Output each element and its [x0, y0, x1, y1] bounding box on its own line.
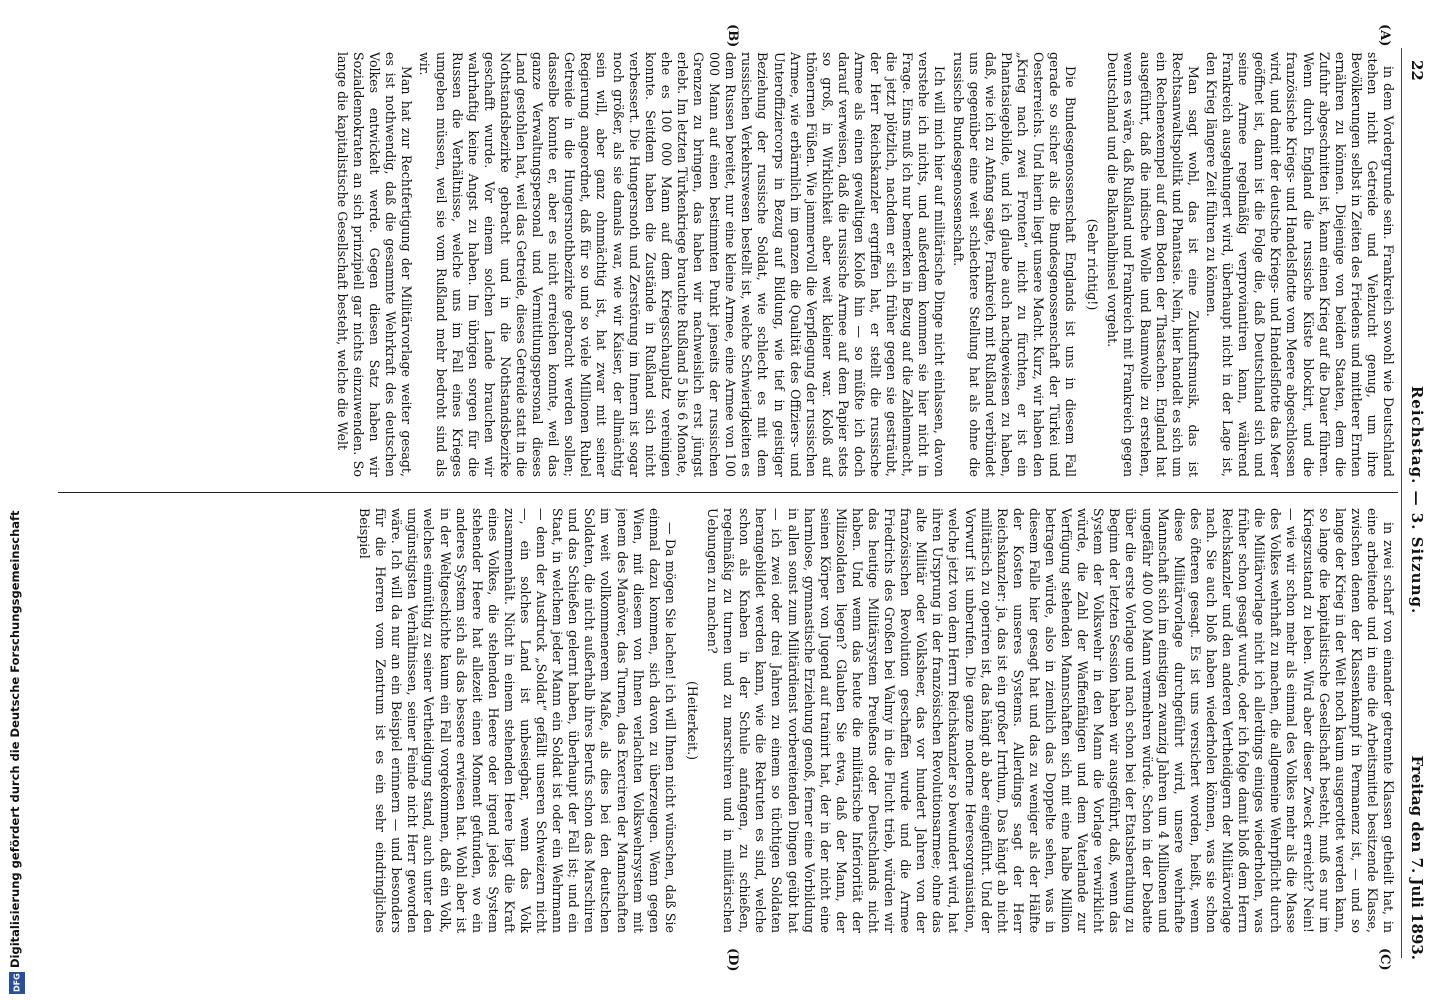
interjection: (Heiterkeit.)	[684, 681, 700, 760]
page-number: 22	[1408, 60, 1426, 81]
paragraph: Ich will mich hier auf militärische Dinge nicht einlassen, davon verstehe ich nichts, und außerdem kommen sie hier nicht in Frage. Eins muß ich nur bemerken in Bezug auf die Zahlenmacht, die jetzt plötzlich, nachdem er sich früher gegen sie gesträubt, der Herr Reichskanzler ergriffen hat, er stellt die russische Armee als einen gewaltigen Koloß hin — so müßte ich doch darauf verweisen, daß die russische Armee auf dem Papier stets so groß, in Wirklichkeit aber weit kleiner war. Koloß auf thönernen Füßen. Wie jammervoll die Verpflegung der russischen Armee, wie erbärmlich im ganzen die Qualität des Offiziers- und Unteroffiziercorps in Bezug auf Bildung, wie tief in geistiger Beziehung der russische Soldat, wie schlecht es mit dem russischen Verkehrswesen bestellt ist, welche Schwierigkeiten es dem Russen bereitet, nur eine kleine Armee, eine Armee von 100 000 Mann auf einen bestimmten Punkt jenseits der russischen Grenzen zu bringen, das haben wir nachweislich erst jüngst erlebt. Im letzten Türkenkriege brauchte Rußland 5 bis 6 Monate, ehe es 100 000 Mann auf dem Kriegsschauplatz vereinigen konnte. Seitdem haben die Zustände in Rußland sich nicht verbessert. Die Hungersnoth und Zerstörung im Innern ist sogar noch größer, als sie damals war, wie wir Kaiser, der allmächtig sein will, aber ganz ohnmächtig ist, hat zwar mit seiner Regierung angeordnet, daß für so und so viele Millionen Rubel Getreide in die Hungersnothbezirke gebracht werden sollen; dasselbe konnte er, aber es nicht erreichen konnte, weil das ganze Verwaltungspersonal und Vermittlungspersonal dieses Land gestohlen hat, weil das Getreide, dieses Getreide statt in die Nothstandsbezirke gebracht und in die Nothstandsbezirke geschafft wurde. Vor einem solchen Lande brauchen wir wahrhaftig keine Angst zu haben. Im übrigen sorgen für die Russen die Verhältnisse, welche uns im Fall eines Krieges umgeben müssen, weil sie vom Rußland mehr bedroht sind als wir.	[417, 52, 948, 477]
paragraph: in zwei scharf von einander getrennte Klassen getheilt hat, in eine arbeitende und in eine die Arbeitsmittel besitzende Klasse, zwischen denen der Klassenkampf in Permanenz ist, — und so lange der Krieg in der Welt noch kaum ausgerottet werden kann, so lange die kapitalistische Gesellschaft besteht, muß es nur im Kriegszustand zu leben. Wird aber dieser Zweck erreicht? Nein! — wie wir schon mehr als einmal des Volkes mehr als die Masse des Volkes wehrhaft zu machen, die allgemeine Wehrpflicht durch die Militärvorlage nicht ich allerdings einiges wiederholen, was früher schon gesagt wurde, oder ich folge damit bloß dem Herrn Reichskanzler und den anderen Vertheidigern der Militärvorlage nach. Sie auch bloß haben wiederholen können, was sie schon des öfteren gesagt. Es ist uns versichert worden, heißt, wenn diese Militärvorlage durchgeführt wird, unsere wehrhafte Mannschaft sich im einstigen zwanzig Jahren um 4 Millionen und ungefähr 400 000 Mann vermehren würde. Schon in der Debatte über die erste Vorlage und nach schon bei der Etatsberathung zu Beginn der letzten Session haben wir ausgeführt, daß, wenn das System der Volkswehr in den Mann die Vorlage verwirklicht würde, die Zahl der Waffenfähigen und dem Vaterlande zur Verfügung stehenden Mannschaften sich mit eine halbe Million betragen würde, also in ziemlich das Doppelte sehen, was in diesem Falle hier gesagt hat und das zu weniger als der Hälfte der Kosten unseres Systems. Allerdings sagt der Herr Reichskanzler: ja, das ist ein großer Irrthum, Das hängt ab nicht militärisch zu operiren ist, das hängt ab aber eingeführt. Und der Vorwurf ist unberufen. Die ganze moderne Heeresorganisation, welche jetzt von dem Herrn Reichskanzler so bewundert wird, hat ihren Ursprung in der französischen Revolutionsarmee; ohne das alte Militär oder Volksheer, das vor hundert Jahren von der französischen Revolution geschaffen wurde und die Armee Friedrichs des Großen bei Valmy in die Flucht trieb, würden wir das heutige Militärsystem Preußens oder Deutschlands nicht haben. Und wenn das heute die militärische Inferiorität der Milizsoldaten liegen? Glauben Sie etwa, daß der Mann, der seinen Körper von Jugend auf trainirt hat, der in der nicht eine harmlose, gymnastische Erziehung genoß, ferner eine Vorbildung in allen sonst zum Militärdienst vorbereitenden Dingen geübt hat — ich zwei oder drei Jahren zu einem so tüchtigen Soldaten herangebildet werden kann, wie die Rekruten es sind, welche schon als Knaben in der Schule anfangen, zu schießen, regelmäßig zu turnen und zu marschiren und in militärischen Uebungen zu machen?	[705, 508, 1396, 933]
header-rule	[1401, 48, 1402, 958]
header-date: Freitag den 7. Juli 1893.	[1408, 755, 1426, 960]
paragraph: — Da mögen Sie lachen! ich will Ihnen nicht wünschen, daß Sie einmal dazu kommen, sich davon zu überzeugen. Wenn gegen Wien, mit diesem von Ihnen verlachten Volkswehrsystem mit jenem des Manöver, das Turnen, das Exerciren der Mannschaften im weit vollkommenerem Maße, als dies bei den deutschen Soldaten, die nicht außerhalb ihres Berufs schon das Marschiren und das Schießen gelernt haben, überhaupt der Fall ist; und ein Staat, in welchem jeder Mann ein Soldat ist oder ein Wehrmann — denn der Ausdruck „Soldat“ gefällt unseren Schweizern nicht —, ein solches Land ist unbesiegbar, wenn das Volk zusammenhält. Nicht in einem stehenden Heere liegt die Kraft eines Volkes, die stehenden Heere oder irgend jedes System stehender Heere hat allezeit einen Moment gefunden, wo ein anderes System sich als das bessere erwiesen hat. Wohl aber ist in der Weltgeschichte kaum ein Fall vorgekommen, daß ein Volk, welches einmüthig zu seiner Vertheidigung stand, auch unter den ungünstigsten Verhältnissen, seiner Feinde nicht Herr geworden wäre. Ich will da nur an ein Beispiel erinnern — und besonders für die Herren vom Zentrum ist es ein sehr eindringliches Beispiel	[357, 508, 678, 933]
margin-marker-b: (B)	[725, 24, 740, 48]
interjection: (Sehr richtig!)	[1085, 218, 1101, 311]
header-title: Reichstag. — 3. Sitzung.	[1408, 385, 1426, 615]
dfg-logo-icon: DFG	[9, 972, 25, 994]
left-column	[66, 52, 1396, 477]
paragraph: in dem Vordergrunde sein. Frankreich sowohl wie Deutschland stehen nicht Getreide und Viehzucht genug, um ihre Bevölkerungen selbst in Zeiten des Friedens und mittlerer Ernten ernähren zu können. Diejenige von beiden Staaten, dem die Zufuhr abgeschnitten ist, kann einen Krieg auf die Dauer führen. Wenn durch England die russische Küste blockirt, und die französische Kriegs- und Handelsflotte vom Meere abgeschlossen wird, und damit der deutsche Kriegs- und Handelsflotte das Meer geöffnet ist, dann ist die Folge die, daß Deutschland sich und seine Armee regelmäßig verproviantiren kann, während Frankreich ausgehungert wird, überhaupt nicht in der Lage ist, den Krieg längere Zeit führen zu können.	[1203, 52, 1396, 477]
running-header	[1404, 0, 1426, 1000]
digitization-credit	[8, 510, 26, 994]
margin-marker-d: (D)	[725, 948, 740, 972]
right-column	[66, 508, 1396, 933]
paragraph: Die Bundesgenossenschaft Englands ist uns in diesem Fall gerade so sicher als die Bundesgenossenschaft der Türkei und Oesterreichs. Und hierin liegt unsere Macht. Kurz, wir haben den „Krieg nach zwei Fronten“ nicht zu fürchten, er ist ein Phantasiegebilde, und ich glaube auch nachgewiesen zu haben, daß, wie ich zu Anfang sagte, Frankreich mit Rußland verbündet uns gegenüber eine weit schlechtere Stellung hat als ohne die russische Bundesgenossenschaft.	[950, 52, 1079, 477]
column-divider	[58, 492, 1398, 493]
margin-marker-c: (C)	[1377, 948, 1392, 971]
paragraph: Man sagt wohl, das ist eine Zukunftsmusik, das ist Rechtsanwaltspolitik und Phantasie. Nein, hier handelt es sich um ein Rechenexempel auf dem Boden der Thatsachen. England hat ausgeführt, daß die indische Wolle und Baumwolle zu erstehen, wenn es wäre, daß Rußland und Frankreich mit Frankreich gegen Deutschland und die Balkanhalbinsel vorgeht.	[1105, 52, 1201, 477]
paragraph: Man hat zur Rechtfertigung der Militärvorlage weiter gesagt, es ist nothwendig, daß die gesammte Wehrkraft des deutschen Volkes entwickelt werde. Gegen diesen Satz haben wir Sozialdemokraten an sich prinzipiell gar nichts einzuwenden. So lange die kapitalistische Gesellschaft besteht, welche die Welt	[335, 52, 415, 477]
credit-text: Digitalisierung gefördert durch die Deutsche Forschungsgemeinschaft	[8, 510, 22, 968]
margin-marker-a: (A)	[1377, 24, 1392, 47]
